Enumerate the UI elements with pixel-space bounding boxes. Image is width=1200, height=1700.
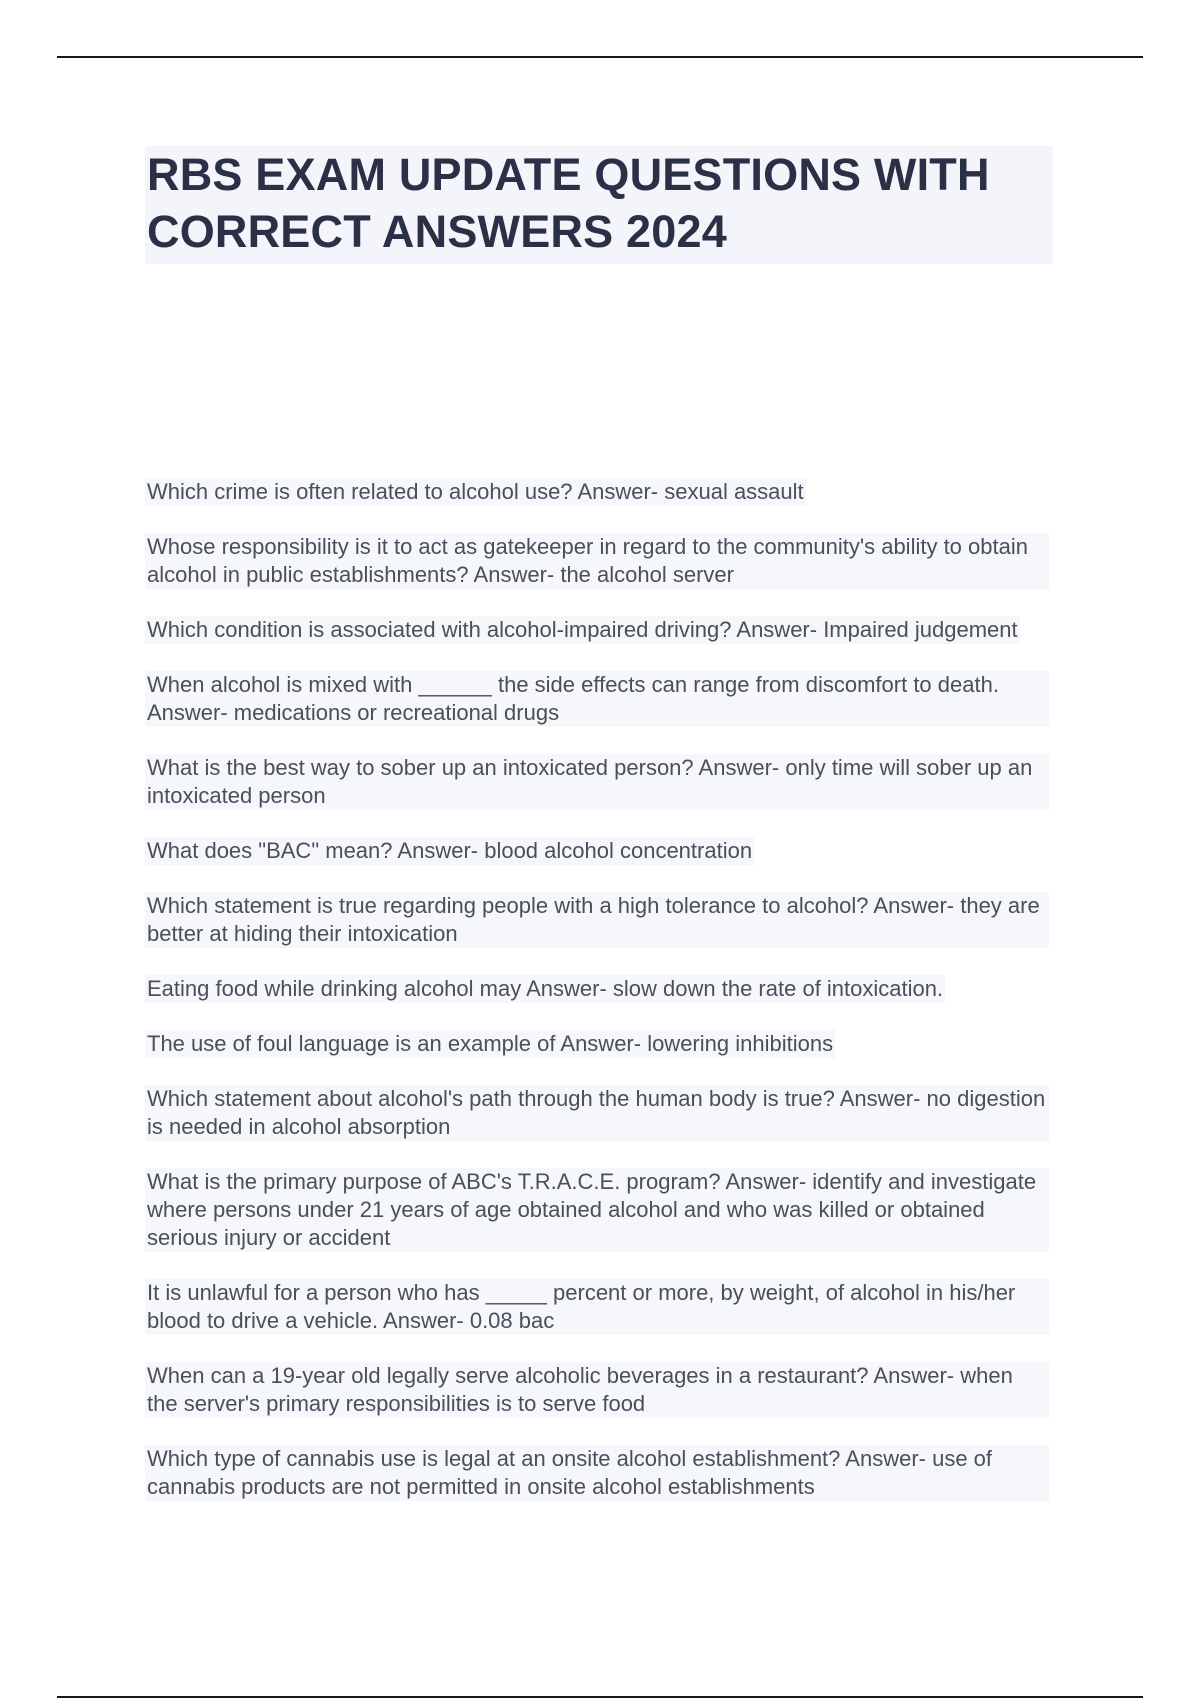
qa-item: Which statement is true regarding people with a high tolerance to alcohol? Answer- they are better at hiding their intoxication — [145, 892, 1049, 948]
top-divider — [57, 56, 1143, 58]
bottom-divider — [57, 1696, 1143, 1698]
qa-item: Which crime is often related to alcohol use? Answer- sexual assault — [147, 479, 804, 504]
document-title: RBS EXAM UPDATE QUESTIONS WITH CORRECT ANSWERS 2024 — [147, 149, 990, 257]
qa-item: Eating food while drinking alcohol may Answer- slow down the rate of intoxication. — [147, 976, 944, 1001]
qa-item: What does "BAC" mean? Answer- blood alcohol concentration — [147, 838, 753, 863]
qa-item: The use of foul language is an example of Answer- lowering inhibitions — [147, 1031, 834, 1056]
qa-item: When can a 19-year old legally serve alcoholic beverages in a restaurant? Answer- when the server's primary responsibilities is to serve food — [145, 1362, 1049, 1418]
qa-list — [145, 478, 1055, 1528]
qa-item: Whose responsibility is it to act as gatekeeper in regard to the community's ability to obtain alcohol in public establishments? Answer- the alcohol server — [145, 533, 1049, 589]
title-block — [145, 146, 1053, 264]
qa-item: What is the primary purpose of ABC's T.R.A.C.E. program? Answer- identify and investigate where persons under 21 years of age obtained alcohol and who was killed or obtained serious injury or accident — [145, 1168, 1049, 1252]
qa-item: When alcohol is mixed with ______ the side effects can range from discomfort to death. Answer- medications or recreational drugs — [145, 671, 1049, 727]
qa-item: Which type of cannabis use is legal at an onsite alcohol establishment? Answer- use of cannabis products are not permitted in onsite alcohol establishments — [145, 1445, 1049, 1501]
qa-item: Which condition is associated with alcohol-impaired driving? Answer- Impaired judgement — [147, 617, 1018, 642]
qa-item: Which statement about alcohol's path through the human body is true? Answer- no digestion is needed in alcohol absorption — [145, 1085, 1049, 1141]
qa-item: It is unlawful for a person who has _____ percent or more, by weight, of alcohol in his/her blood to drive a vehicle. Answer- 0.08 bac — [145, 1279, 1049, 1335]
qa-item: What is the best way to sober up an intoxicated person? Answer- only time will sober up an intoxicated person — [145, 754, 1049, 810]
